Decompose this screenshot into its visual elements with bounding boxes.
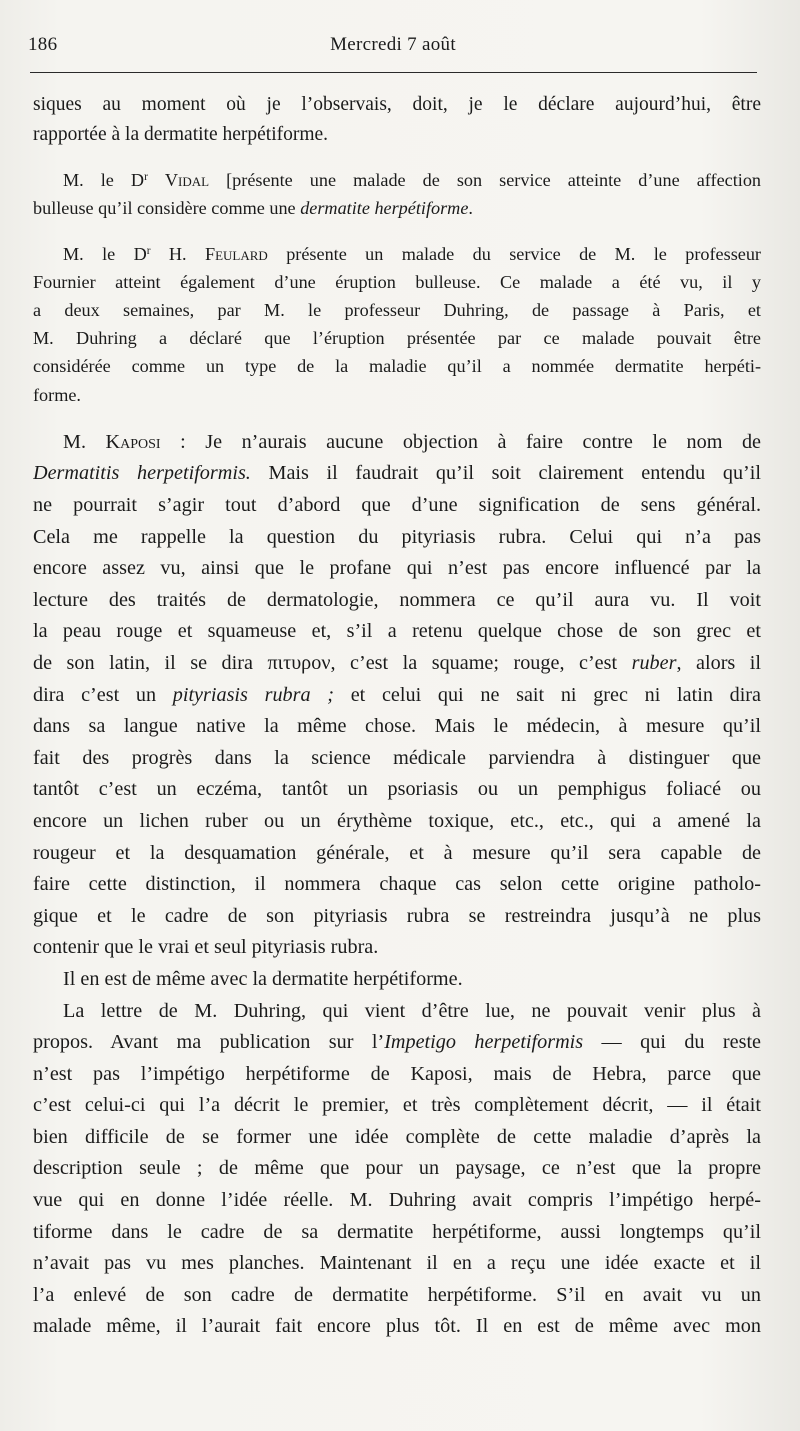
text-line: n’est pas l’impétigo herpétiforme de Kaposi, mais de Hebra, parce que — [33, 1062, 761, 1085]
text-segment: [présente une malade de son service atteinte d’une affection — [226, 170, 761, 191]
text-line: faire cette distinction, il nommera chaque cas selon cette origine patholo- — [33, 873, 761, 896]
speaker-name: Kaposi — [105, 430, 161, 453]
text-line — [33, 1027, 761, 1059]
text-line — [33, 194, 761, 222]
speaker-initial: H. — [150, 243, 205, 264]
body-text — [33, 90, 761, 1343]
text-segment: — qui du reste — [583, 1031, 761, 1054]
text-segment: bulleuse qu’il considère comme une — [33, 198, 301, 219]
text-line — [33, 458, 761, 490]
paragraph-vidal — [33, 166, 761, 222]
text-segment: Mais il faudrait qu’il soit clairement entendu qu’il — [250, 462, 761, 485]
speaker-sup: r — [146, 244, 151, 257]
text-line: a deux semaines, par M. le professeur Duhring, de passage à Paris, et — [33, 300, 761, 320]
speaker-name: Vidal — [164, 170, 210, 191]
text-segment: dira c’est un — [33, 683, 173, 706]
page-number: 186 — [28, 34, 58, 55]
text-line: encore un lichen ruber ou un érythème toxique, etc., etc., qui a amené la — [33, 809, 761, 832]
page-header — [28, 34, 758, 58]
text-segment: : Je n’aurais aucune objection à faire contre le nom de — [160, 430, 761, 453]
text-segment: . — [468, 198, 473, 219]
text-line: lecture des traités de dermatologie, nommera ce qu’il aura vu. Il voit — [33, 588, 761, 611]
text-segment: et celui qui ne sait ni grec ni latin dira — [334, 683, 761, 706]
text-line — [33, 680, 761, 712]
text-segment: propos. Avant ma publication sur l’ — [33, 1031, 385, 1054]
text-segment: présente un malade du service de M. le professeur — [267, 243, 761, 264]
text-line: description seule ; de même que pour un paysage, ce n’est que la propre — [33, 1157, 761, 1180]
text-line — [33, 427, 761, 459]
speaker-prefix: M. le D — [63, 170, 145, 191]
text-line: malade même, il l’aurait fait encore plus tôt. Il en est de même avec mon — [33, 1315, 761, 1338]
text-line: La lettre de M. Duhring, qui vient d’être lue, ne pouvait venir plus à — [63, 999, 761, 1022]
speaker-prefix: M. — [63, 430, 106, 453]
text-line: l’a enlevé de son cadre de dermatite herpétiforme. S’il en avait vu un — [33, 1283, 761, 1306]
paragraph-duhring-letter — [33, 996, 761, 1344]
text-line: tiforme dans le cadre de sa dermatite herpétiforme, aussi longtemps qu’il — [33, 1220, 761, 1243]
italic-term: ruber — [631, 651, 677, 674]
text-line — [33, 166, 761, 194]
text-segment: de son latin, il se dira — [33, 651, 268, 674]
paragraph-feulard — [33, 240, 761, 409]
speaker-name: Feulard — [204, 243, 268, 264]
text-line: M. Duhring a déclaré que l’éruption présentée par ce malade pouvait être — [33, 328, 761, 349]
text-line — [33, 648, 761, 680]
text-line: gique et le cadre de son pityriasis rubra se restreindra jusqu’à ne plus — [33, 904, 761, 927]
text-line: forme. — [33, 384, 81, 405]
header-rule — [30, 72, 757, 73]
text-line: bien difficile de se former une idée complète de cette maladie d’après la — [33, 1125, 761, 1148]
greek-word: πιτυρον — [267, 651, 331, 674]
text-line: vue qui en donne l’idée réelle. M. Duhring avait compris l’impétigo herpé- — [33, 1189, 761, 1212]
text-line: n’avait pas vu mes planches. Maintenant il en a reçu une idée exacte et il — [33, 1252, 761, 1275]
text-line: Il en est de même avec la dermatite herpétiforme. — [63, 967, 463, 990]
text-line: contenir que le vrai et seul pityriasis rubra. — [33, 936, 379, 959]
text-line — [33, 240, 761, 268]
text-line: dans sa langue native la même chose. Mais le médecin, à mesure qu’il — [33, 715, 761, 738]
text-line: ne pourrait s’agir tout d’abord que d’une signification de sens général. — [33, 494, 761, 516]
italic-term: pityriasis rubra ; — [172, 683, 334, 706]
text-segment: , c’est la squame; rouge, c’est — [330, 651, 632, 674]
paragraph-dermatite — [33, 964, 761, 996]
italic-term: Dermatitis herpetiformis. — [33, 462, 251, 485]
text-line: rougeur et la desquamation générale, et à mesure qu’il sera capable de — [33, 841, 761, 864]
italic-term: Impetigo herpetiformis — [384, 1031, 584, 1054]
running-head: Mercredi 7 août — [330, 34, 456, 55]
text-line: considérée comme un type de la maladie qu’il a nommée dermatite herpéti- — [33, 356, 761, 377]
text-line: c’est celui-ci qui l’a décrit le premier, et très complètement décrit, — il était — [33, 1094, 761, 1117]
paragraph-kaposi — [33, 427, 761, 964]
speaker-sup: r — [144, 170, 148, 183]
text-line: Fournier atteint également d’une éruption bulleuse. Ce malade a été vu, il y — [33, 271, 761, 292]
text-line: fait des progrès dans la science médicale parviendra à distinguer que — [33, 746, 761, 769]
text-line: rapportée à la dermatite herpétiforme. — [33, 123, 329, 145]
text-line: tantôt c’est un eczéma, tantôt un psoriasis ou un pemphigus foliacé ou — [33, 778, 761, 801]
italic-term: dermatite herpétiforme — [300, 198, 469, 219]
speaker-prefix: M. le D — [63, 243, 147, 264]
text-segment: , alors il — [676, 651, 761, 674]
text-line: encore assez vu, ainsi que le profane qui n’est pas encore influencé par la — [33, 557, 761, 580]
text-line: Cela me rappelle la question du pityriasis rubra. Celui qui n’a pas — [33, 525, 761, 548]
text-line: la peau rouge et squameuse et, s’il a retenu quelque chose de son grec et — [33, 620, 761, 643]
text-line: siques au moment où je l’observais, doit, je le déclare aujourd’hui, être — [33, 94, 761, 115]
paragraph-continuation — [33, 90, 761, 149]
